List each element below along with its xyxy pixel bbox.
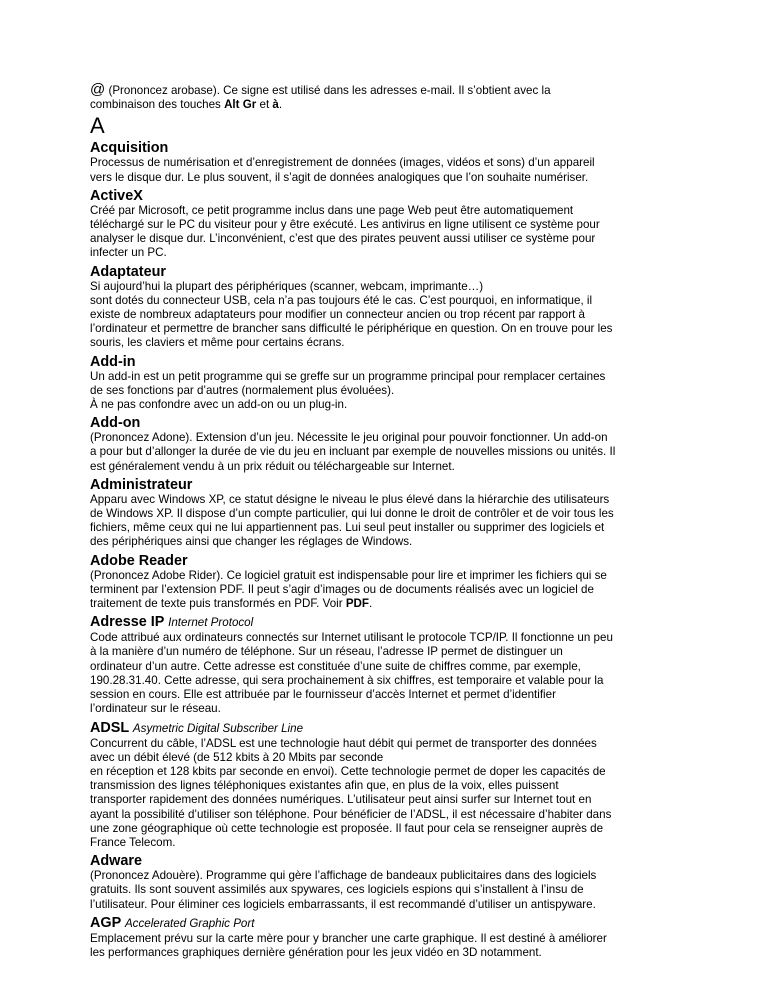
definition-line: transporter rapidement des données numériques. L’utilisateur peut ainsi surfer sur Internet tout en <box>90 793 592 807</box>
definition-administrateur <box>90 493 690 550</box>
definition-activex <box>90 204 690 261</box>
definition-line: terminent par l’extension PDF. Il peut s’agir d’images ou de documents réalisés avec un logiciel de <box>90 582 594 596</box>
definition-agp <box>90 932 690 960</box>
intro-paragraph <box>90 83 690 112</box>
definition-line: Un add-in est un petit programme qui se greffe sur un programme principal pour remplacer certaines <box>90 369 606 383</box>
definition-adsl <box>90 737 690 851</box>
definition-line: (Prononcez Adone). Extension d’un jeu. Nécessite le jeu original pour pouvoir fonctionner. Un add-on <box>90 431 608 445</box>
term-acquisition: Acquisition <box>90 140 169 157</box>
term-agp <box>90 915 690 932</box>
key-a-grave: à <box>272 98 279 112</box>
definition-line: une zone géographique où cette technologie est proposée. Il faut pour cela se renseigner auprès de <box>90 821 604 835</box>
definition-line: l’ordinateur et permettre de brancher sans difficulté le périphérique en question. On en trouve pour les <box>90 322 613 336</box>
definition-line: ayant la possibilité d’utiliser son téléphone. Pour bénéficier de l’ADSL, il est nécessaire d’habiter dans <box>90 807 612 821</box>
term-adsl <box>90 720 690 737</box>
term-adware: Adware <box>90 853 142 870</box>
definition-line: des périphériques ainsi que changer les réglages de Windows. <box>90 535 413 549</box>
term-subtitle: Asymetric Digital Subscriber Line <box>132 721 304 735</box>
glossary-page <box>90 83 690 960</box>
definition-line: sont dotés du connecteur USB, cela n’a pas toujours été le cas. C’est pourquoi, en informatique, il <box>90 293 593 307</box>
definition-line: l’ordinateur sur le réseau. <box>90 702 221 716</box>
definition-line-end: . <box>369 597 373 611</box>
key-alt-gr: Alt Gr <box>224 98 257 112</box>
definition-line: Code attribué aux ordinateurs connectés sur Internet utilisant le protocole TCP/IP. Il fonctionne un peu <box>90 631 613 645</box>
definition-line: vers le disque dur. Le plus souvent, il s’agit de données analogiques que l’on souhaite numériser. <box>90 170 589 184</box>
definition-line: (Prononcez Adouère). Programme qui gère l’affichage de bandeaux publicitaires dans des logiciels <box>90 869 597 883</box>
definition-line: analyser le disque dur. L’inconvénient, c’est que des pirates peuvent aussi utiliser ce système pour <box>90 232 596 246</box>
definition-line: Si aujourd’hui la plupart des périphériques (scanner, webcam, imprimante…) <box>90 279 484 293</box>
definition-line: Concurrent du câble, l’ADSL est une technologie haut débit qui permet de transporter des données <box>90 736 597 750</box>
definition-line: Créé par Microsoft, ce petit programme inclus dans une page Web peut être automatiquement <box>90 203 574 217</box>
at-symbol: @ <box>90 81 106 98</box>
term-subtitle: Internet Protocol <box>168 616 254 630</box>
definition-line: existe de nombreux adaptateurs pour modifier un connecteur ancien ou trop récent par rapport à <box>90 308 585 322</box>
definition-line: transmission des lignes téléphoniques existantes afin que, en plus de la voix, elles puissent <box>90 779 559 793</box>
definition-line: en réception et 128 kbits par seconde en envoi). Cette technologie permet de doper les capacités de <box>90 764 606 778</box>
term-label: ADSL <box>90 719 129 736</box>
definition-line: souris, les claviers et même pour certains écrans. <box>90 336 345 350</box>
intro-text-1: (Prononcez arobase). Ce signe est utilisé dans les adresses e-mail. Il s’obtient avec la <box>105 84 551 97</box>
term-label: AGP <box>90 914 121 931</box>
definition-line: (Prononcez Adobe Rider). Ce logiciel gratuit est indispensable pour lire et imprimer les fichiers qui se <box>90 568 607 582</box>
definition-line: session en cours. Elle est attribuée par le fournisseur d’accès Internet et permet d’identifier <box>90 688 556 702</box>
definition-line: est généralement vendu à un prix réduit ou téléchargeable sur Internet. <box>90 459 455 473</box>
definition-add-on <box>90 431 690 474</box>
definition-adobe-reader <box>90 569 690 612</box>
definition-line: avec un débit élevé (de 512 kbits à 20 Mbits par seconde <box>90 750 384 764</box>
definition-line: l’utilisateur. Pour éliminer ces logiciels embarrassants, il est recommandé d’utiliser un antispyware. <box>90 897 596 911</box>
definition-line: téléchargé sur le PC du visiteur pour y être exécuté. Les antivirus en ligne utilisent ce système pour <box>90 218 600 232</box>
definition-line: les performances graphiques dernière génération pour les jeux vidéo en 3D notamment. <box>90 945 542 959</box>
section-letter: A <box>90 113 105 139</box>
term-add-in: Add-in <box>90 353 136 370</box>
intro-text-2b: et <box>256 98 273 112</box>
definition-line: Processus de numérisation et d’enregistrement de données (images, vidéos et sons) d’un appareil <box>90 156 595 170</box>
definition-line: infecter un PC. <box>90 246 167 260</box>
term-label: Adresse IP <box>90 614 165 631</box>
definition-line: de ses fonctions par d’autres (normalement plus évoluées). <box>90 383 395 397</box>
term-administrateur: Administrateur <box>90 476 193 493</box>
cross-reference-pdf: PDF <box>345 597 370 611</box>
definition-adaptateur <box>90 280 690 351</box>
definition-line: a pour but d’allonger la durée de vie du jeu en incluant par exemple de nouvelles missions ou unités. Il <box>90 445 616 459</box>
definition-adware <box>90 869 690 912</box>
definition-line: traitement de texte puis transformés en PDF. Voir <box>90 597 346 611</box>
term-add-on: Add-on <box>90 415 141 432</box>
intro-text-2c: . <box>278 98 283 112</box>
definition-acquisition <box>90 156 690 184</box>
definition-line: Apparu avec Windows XP, ce statut désigne le niveau le plus élevé dans la hiérarchie des utilisateurs <box>90 492 610 506</box>
term-adobe-reader: Adobe Reader <box>90 552 188 569</box>
definition-line: 190.28.31.40. Cette adresse, qui sera prochainement à six chiffres, est temporaire et valable pour la <box>90 673 604 687</box>
definition-line: gratuits. Ils sont souvent assimilés aux spywares, ces logiciels espions qui s’installent à l’insu de <box>90 883 584 897</box>
definition-line: À ne pas confondre avec un add-on ou un plug-in. <box>90 398 348 412</box>
intro-text-2a: combinaison des touches <box>90 98 225 112</box>
definition-line: Emplacement prévu sur la carte mère pour y brancher une carte graphique. Il est destiné à améliorer <box>90 931 607 945</box>
term-adaptateur: Adaptateur <box>90 263 166 280</box>
term-activex: ActiveX <box>90 187 143 204</box>
definition-adresse-ip <box>90 631 690 716</box>
term-subtitle: Accelerated Graphic Port <box>124 916 255 930</box>
definition-add-in <box>90 370 690 413</box>
definition-line: fichiers, même ceux qui ne lui appartiennent pas. Lui seul peut installer ou supprimer des logiciels et <box>90 521 605 535</box>
definition-line: à la manière d’un numéro de téléphone. Sur un réseau, l’adresse IP permet de distinguer un <box>90 645 563 659</box>
definition-line: France Telecom. <box>90 835 176 849</box>
definition-line: de Windows XP. Il dispose d’un compte particulier, qui lui donne le droit de contrôler et de voir tous les <box>90 507 614 521</box>
definition-line: ordinateur d’un autre. Cette adresse est constituée d’une suite de chiffres comme, par exemple, <box>90 659 581 673</box>
term-adresse-ip <box>90 614 690 631</box>
